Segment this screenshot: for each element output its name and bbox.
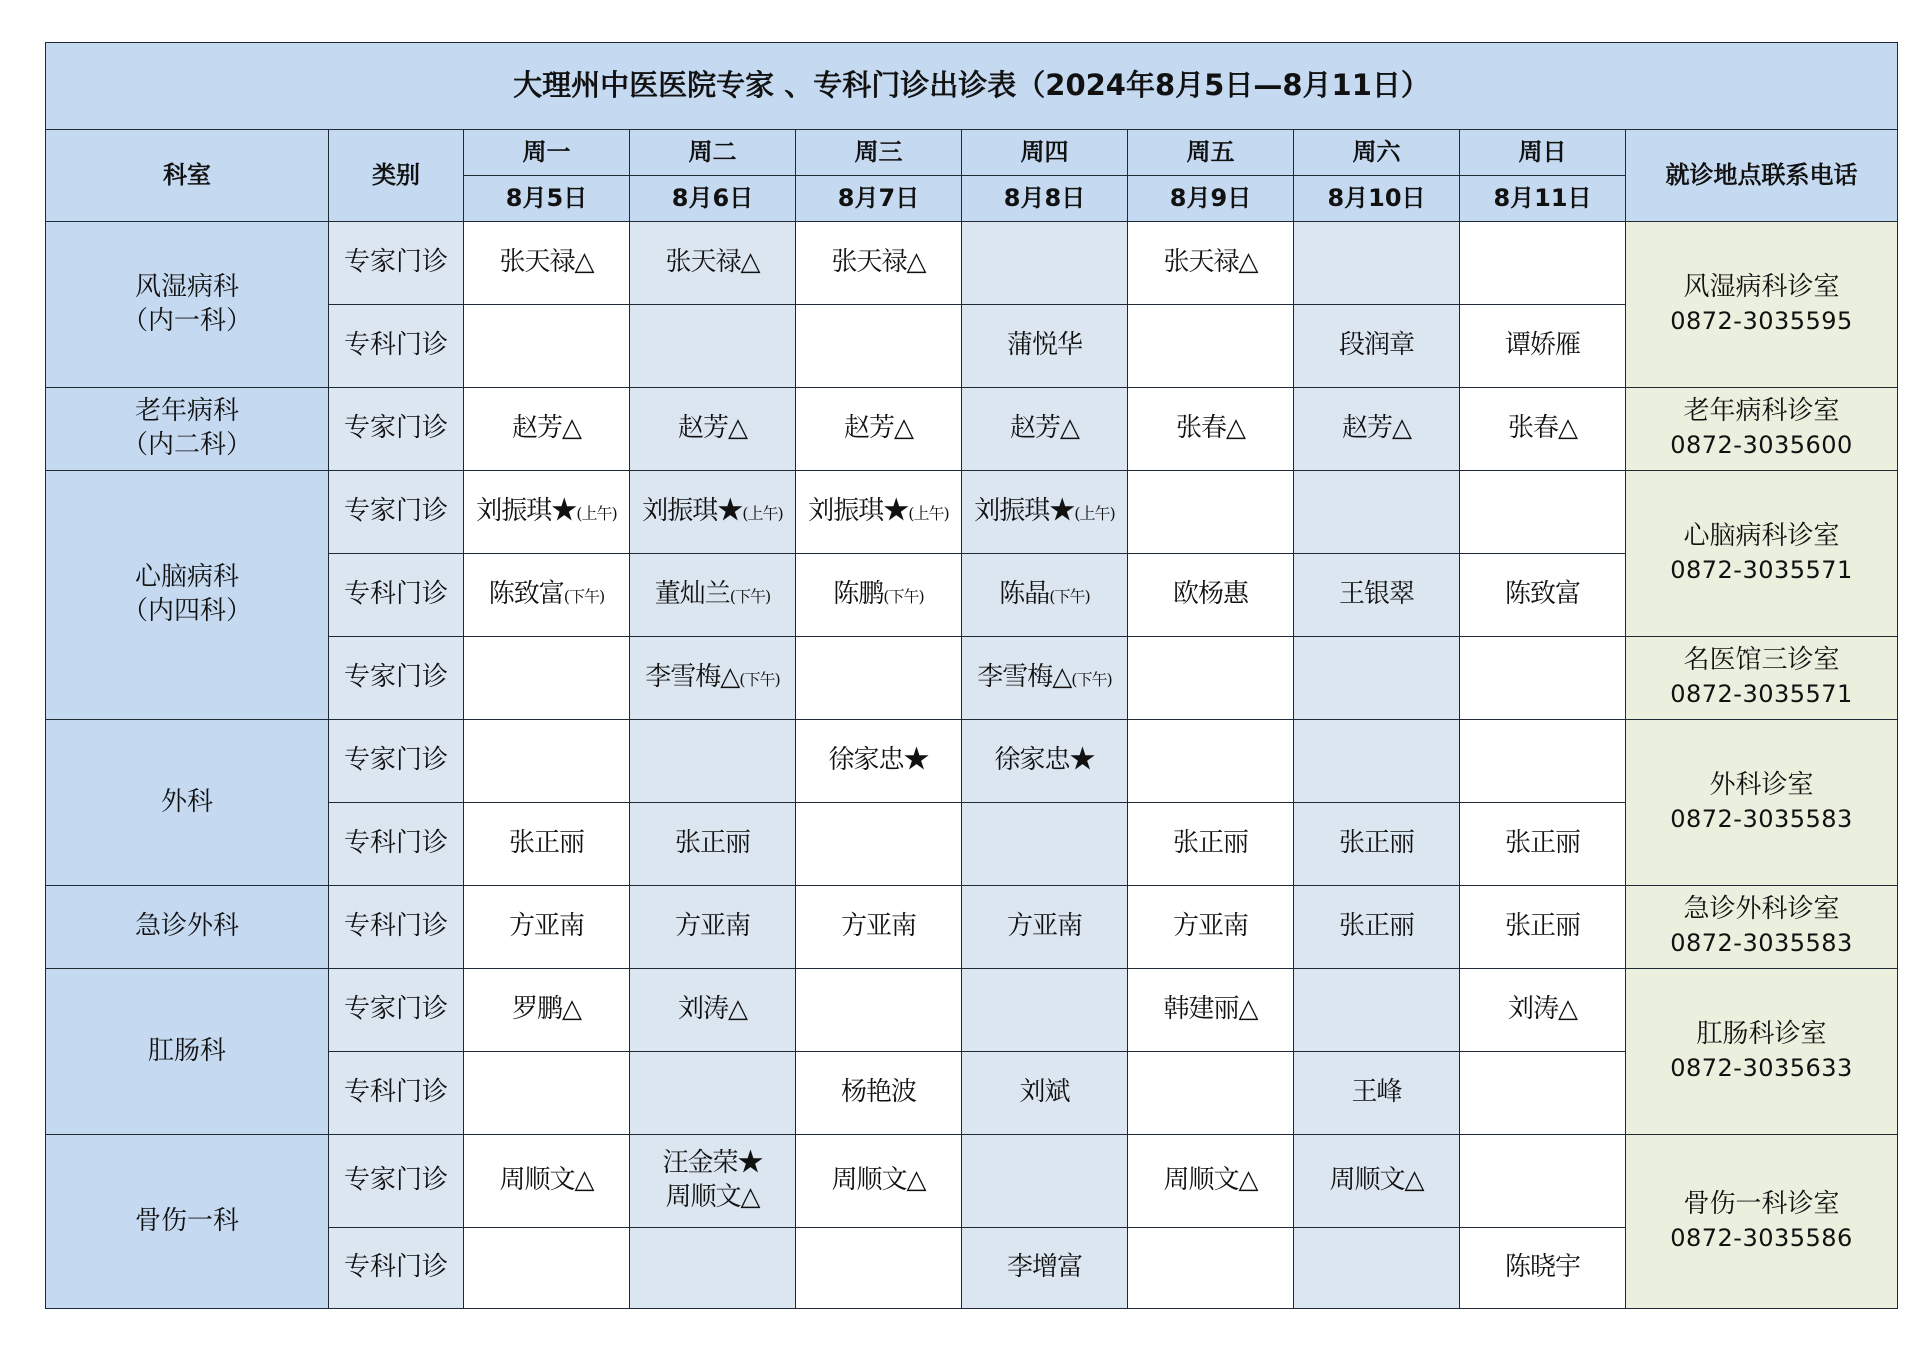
doctor-name: 汪金荣★	[662, 1148, 763, 1179]
doctor-cell	[630, 554, 796, 637]
dept-name: 急诊外科	[134, 911, 239, 942]
clinic-room: 名医馆三诊室	[1683, 645, 1840, 676]
header-weekday: 周五	[1128, 130, 1294, 176]
doctor-cell	[962, 554, 1128, 637]
doctor-cell	[630, 803, 796, 886]
doctor-cell	[464, 554, 630, 637]
doctor-name: 刘涛△	[678, 994, 747, 1025]
session-note: (下午)	[1049, 587, 1090, 607]
dept-cell	[46, 720, 329, 886]
doctor-name: 周顺文△	[831, 1165, 926, 1196]
doctor-cell	[464, 305, 630, 388]
doctor-cell	[796, 969, 962, 1052]
clinic-room: 肛肠科诊室	[1696, 1018, 1827, 1049]
doctor-name: 方亚南	[508, 911, 584, 942]
doctor-cell	[630, 471, 796, 554]
doctor-cell	[630, 1052, 796, 1135]
doctor-cell	[1294, 886, 1460, 969]
category-cell: 专家门诊	[329, 637, 464, 720]
doctor-name: 张天禄△	[1163, 247, 1258, 278]
doctor-cell	[1294, 1228, 1460, 1309]
header-weekday: 周六	[1294, 130, 1460, 176]
doctor-cell	[796, 305, 962, 388]
phone-number: 0872-3035595	[1670, 306, 1853, 335]
doctor-cell	[630, 305, 796, 388]
doctor-cell	[1460, 886, 1626, 969]
doctor-name: 张正丽	[1172, 828, 1248, 859]
location-cell	[1626, 720, 1898, 886]
phone-number: 0872-3035633	[1670, 1053, 1853, 1082]
location-cell	[1626, 471, 1898, 637]
doctor-name: 王银翠	[1338, 579, 1414, 610]
doctor-name: 张天禄△	[831, 247, 926, 278]
doctor-cell	[962, 471, 1128, 554]
doctor-cell	[1128, 222, 1294, 305]
dept-cell	[46, 471, 329, 720]
doctor-cell	[962, 1228, 1128, 1309]
doctor-cell	[796, 637, 962, 720]
doctor-name: 蒲悦华	[1006, 330, 1082, 361]
doctor-name: 段润章	[1338, 330, 1414, 361]
doctor-name: 刘振琪★	[642, 496, 743, 527]
doctor-cell	[1294, 471, 1460, 554]
doctor-name: 刘涛△	[1508, 994, 1577, 1025]
header-weekday: 周二	[630, 130, 796, 176]
doctor-cell	[1128, 803, 1294, 886]
category-cell: 专家门诊	[329, 471, 464, 554]
doctor-name: 赵芳△	[1010, 413, 1079, 444]
dept-cell	[46, 222, 329, 388]
doctor-cell	[464, 720, 630, 803]
doctor-cell	[464, 222, 630, 305]
doctor-cell	[1460, 1228, 1626, 1309]
doctor-cell	[1294, 222, 1460, 305]
dept-name: 肛肠科	[147, 1035, 226, 1066]
doctor-name: 刘振琪★	[974, 496, 1075, 527]
schedule-row	[46, 222, 1898, 305]
doctor-name: 韩建丽△	[1163, 994, 1258, 1025]
doctor-cell	[464, 388, 630, 471]
doctor-cell	[464, 886, 630, 969]
doctor-name: 张正丽	[674, 828, 750, 859]
doctor-cell	[630, 1228, 796, 1309]
phone-number: 0872-3035571	[1670, 555, 1853, 584]
session-note: (下午)	[883, 587, 924, 607]
session-note: (上午)	[908, 504, 949, 524]
schedule-sheet	[45, 42, 1898, 1309]
clinic-room: 外科诊室	[1709, 769, 1814, 800]
doctor-name: 陈鹏	[833, 579, 884, 610]
doctor-name: 张正丽	[1338, 828, 1414, 859]
doctor-cell	[1460, 637, 1626, 720]
doctor-name: 方亚南	[1006, 911, 1082, 942]
doctor-name: 李增富	[1006, 1252, 1082, 1283]
doctor-cell	[1128, 1052, 1294, 1135]
doctor-name: 陈致富	[488, 579, 564, 610]
doctor-cell	[1460, 1052, 1626, 1135]
doctor-name: 张天禄△	[665, 247, 760, 278]
session-note: (上午)	[1074, 504, 1115, 524]
doctor-cell	[1460, 720, 1626, 803]
doctor-name: 张正丽	[1504, 911, 1580, 942]
doctor-cell	[1294, 305, 1460, 388]
doctor-name: 罗鹏△	[512, 994, 581, 1025]
session-note: (上午)	[576, 504, 617, 524]
doctor-cell	[1128, 1228, 1294, 1309]
doctor-cell	[1460, 1135, 1626, 1228]
doctor-cell	[796, 803, 962, 886]
session-note: (上午)	[742, 504, 783, 524]
doctor-name: 张正丽	[1338, 911, 1414, 942]
doctor-cell	[962, 803, 1128, 886]
location-cell	[1626, 388, 1898, 471]
phone-number: 0872-3035586	[1670, 1223, 1853, 1252]
phone-number: 0872-3035571	[1670, 680, 1853, 708]
schedule-row	[46, 388, 1898, 471]
header-date: 8月6日	[630, 176, 796, 222]
dept-name: 骨伤一科	[134, 1205, 239, 1236]
doctor-cell	[1294, 1135, 1460, 1228]
category-cell: 专家门诊	[329, 1135, 464, 1228]
doctor-cell	[796, 1135, 962, 1228]
doctor-cell	[962, 969, 1128, 1052]
location-cell	[1626, 1135, 1898, 1309]
doctor-cell	[1294, 637, 1460, 720]
doctor-name: 方亚南	[1172, 911, 1248, 942]
doctor-cell	[630, 637, 796, 720]
dept-name: 外科	[160, 786, 213, 817]
doctor-cell	[796, 554, 962, 637]
page-title: 大理州中医医院专家 、专科门诊出诊表（2024年8月5日—8月11日）	[46, 43, 1898, 130]
doctor-cell	[1460, 969, 1626, 1052]
header-date: 8月11日	[1460, 176, 1626, 222]
doctor-cell	[796, 1228, 962, 1309]
doctor-name: 徐家忠★	[828, 745, 929, 776]
doctor-cell	[962, 388, 1128, 471]
doctor-name: 杨艳波	[840, 1077, 916, 1108]
header-location: 就诊地点联系电话	[1626, 130, 1898, 222]
doctor-name: 陈晓宇	[1504, 1252, 1580, 1283]
doctor-cell	[1128, 637, 1294, 720]
doctor-name: 张春△	[1176, 413, 1245, 444]
doctor-cell	[1294, 388, 1460, 471]
doctor-cell	[962, 720, 1128, 803]
category-cell: 专家门诊	[329, 720, 464, 803]
doctor-cell	[962, 1135, 1128, 1228]
doctor-name: 刘振琪★	[476, 496, 577, 527]
doctor-cell	[464, 1135, 630, 1228]
doctor-cell	[796, 720, 962, 803]
doctor-cell	[796, 1052, 962, 1135]
doctor-cell	[1128, 305, 1294, 388]
location-cell	[1626, 886, 1898, 969]
doctor-name: 赵芳△	[1342, 413, 1411, 444]
header-category: 类别	[329, 130, 464, 222]
dept-name: 老年病科	[134, 396, 239, 427]
clinic-room: 急诊外科诊室	[1683, 894, 1840, 925]
schedule-row	[46, 969, 1898, 1052]
doctor-cell	[630, 1135, 796, 1228]
doctor-name: 刘振琪★	[808, 496, 909, 527]
doctor-name: 张正丽	[508, 828, 584, 859]
doctor-cell	[796, 222, 962, 305]
doctor-name: 王峰	[1351, 1077, 1402, 1108]
category-cell: 专科门诊	[329, 803, 464, 886]
doctor-name: 赵芳△	[844, 413, 913, 444]
header-date: 8月5日	[464, 176, 630, 222]
doctor-cell	[1128, 969, 1294, 1052]
doctor-cell	[464, 637, 630, 720]
doctor-cell	[1294, 1052, 1460, 1135]
phone-number: 0872-3035600	[1670, 431, 1853, 459]
category-cell: 专科门诊	[329, 886, 464, 969]
doctor-cell	[962, 1052, 1128, 1135]
header-weekday: 周日	[1460, 130, 1626, 176]
doctor-cell	[1128, 1135, 1294, 1228]
doctor-cell	[796, 471, 962, 554]
doctor-name: 陈致富	[1504, 579, 1580, 610]
doctor-cell	[962, 886, 1128, 969]
dept-cell	[46, 388, 329, 471]
dept-name: 心脑病科	[134, 562, 239, 593]
doctor-cell	[464, 1228, 630, 1309]
doctor-cell	[1294, 720, 1460, 803]
header-date: 8月7日	[796, 176, 962, 222]
doctor-name: 周顺文△	[499, 1165, 594, 1196]
session-note: (下午)	[563, 587, 605, 607]
phone-number: 0872-3035583	[1670, 929, 1853, 957]
session-note: (下午)	[729, 587, 771, 607]
doctor-cell	[630, 222, 796, 305]
clinic-room: 骨伤一科诊室	[1683, 1188, 1840, 1219]
doctor-cell	[630, 388, 796, 471]
category-cell: 专科门诊	[329, 1052, 464, 1135]
schedule-row	[46, 720, 1898, 803]
doctor-name: 方亚南	[674, 911, 750, 942]
doctor-cell	[464, 803, 630, 886]
doctor-name: 赵芳△	[512, 413, 581, 444]
doctor-cell	[1128, 471, 1294, 554]
category-cell: 专家门诊	[329, 222, 464, 305]
doctor-cell	[1460, 554, 1626, 637]
session-note: (下午)	[739, 670, 780, 690]
header-dept: 科室	[46, 130, 329, 222]
dept-subname: （内二科）	[121, 430, 252, 460]
doctor-name: 董灿兰	[654, 579, 730, 610]
doctor-name: 刘斌	[1019, 1077, 1070, 1108]
doctor-cell	[630, 720, 796, 803]
doctor-cell	[1128, 886, 1294, 969]
doctor-cell	[796, 388, 962, 471]
doctor-name: 周顺文△	[1163, 1165, 1258, 1196]
category-cell: 专科门诊	[329, 305, 464, 388]
phone-number: 0872-3035583	[1670, 804, 1853, 833]
doctor-name: 张春△	[1508, 413, 1577, 444]
doctor-cell	[464, 471, 630, 554]
doctor-name: 张正丽	[1504, 828, 1580, 859]
doctor-cell	[1128, 388, 1294, 471]
doctor-cell	[962, 222, 1128, 305]
doctor-cell	[1460, 388, 1626, 471]
doctor-name: 周顺文△	[665, 1182, 760, 1212]
dept-cell	[46, 886, 329, 969]
doctor-cell	[1128, 554, 1294, 637]
location-cell	[1626, 222, 1898, 388]
dept-subname: （内一科）	[121, 305, 252, 336]
header-weekday: 周一	[464, 130, 630, 176]
clinic-room: 风湿病科诊室	[1683, 271, 1840, 302]
dept-name: 风湿病科	[134, 271, 239, 302]
doctor-name: 徐家忠★	[994, 745, 1095, 776]
doctor-cell	[1294, 803, 1460, 886]
header-weekday: 周四	[962, 130, 1128, 176]
doctor-cell	[464, 1052, 630, 1135]
doctor-cell	[630, 886, 796, 969]
doctor-name: 陈晶	[999, 579, 1050, 610]
doctor-cell	[1460, 222, 1626, 305]
category-cell: 专科门诊	[329, 554, 464, 637]
location-cell	[1626, 637, 1898, 720]
doctor-name: 欧杨惠	[1172, 579, 1248, 610]
schedule-row	[46, 471, 1898, 554]
header-date: 8月8日	[962, 176, 1128, 222]
doctor-name: 谭娇雁	[1504, 330, 1580, 361]
header-date: 8月9日	[1128, 176, 1294, 222]
doctor-cell	[630, 969, 796, 1052]
category-cell: 专家门诊	[329, 969, 464, 1052]
doctor-cell	[1460, 305, 1626, 388]
clinic-room: 心脑病科诊室	[1683, 520, 1840, 551]
schedule-row	[46, 1135, 1898, 1228]
doctor-name: 赵芳△	[678, 413, 747, 444]
doctor-name: 李雪梅△	[977, 662, 1072, 693]
doctor-cell	[1460, 471, 1626, 554]
doctor-cell	[1294, 969, 1460, 1052]
doctor-name: 李雪梅△	[645, 662, 740, 693]
header-weekday: 周三	[796, 130, 962, 176]
doctor-cell	[962, 637, 1128, 720]
doctor-name: 张天禄△	[499, 247, 594, 278]
header-date: 8月10日	[1294, 176, 1460, 222]
category-cell: 专科门诊	[329, 1228, 464, 1309]
doctor-name: 周顺文△	[1329, 1165, 1424, 1196]
doctor-cell	[1460, 803, 1626, 886]
schedule-row	[46, 886, 1898, 969]
dept-cell	[46, 1135, 329, 1309]
doctor-cell	[962, 305, 1128, 388]
category-cell: 专家门诊	[329, 388, 464, 471]
clinic-room: 老年病科诊室	[1683, 396, 1840, 427]
doctor-name: 方亚南	[840, 911, 916, 942]
doctor-cell	[464, 969, 630, 1052]
doctor-cell	[1294, 554, 1460, 637]
schedule-table	[45, 42, 1898, 1309]
dept-subname: （内四科）	[121, 596, 252, 626]
doctor-cell	[1128, 720, 1294, 803]
location-cell	[1626, 969, 1898, 1135]
dept-cell	[46, 969, 329, 1135]
doctor-cell	[796, 886, 962, 969]
session-note: (下午)	[1071, 670, 1112, 690]
